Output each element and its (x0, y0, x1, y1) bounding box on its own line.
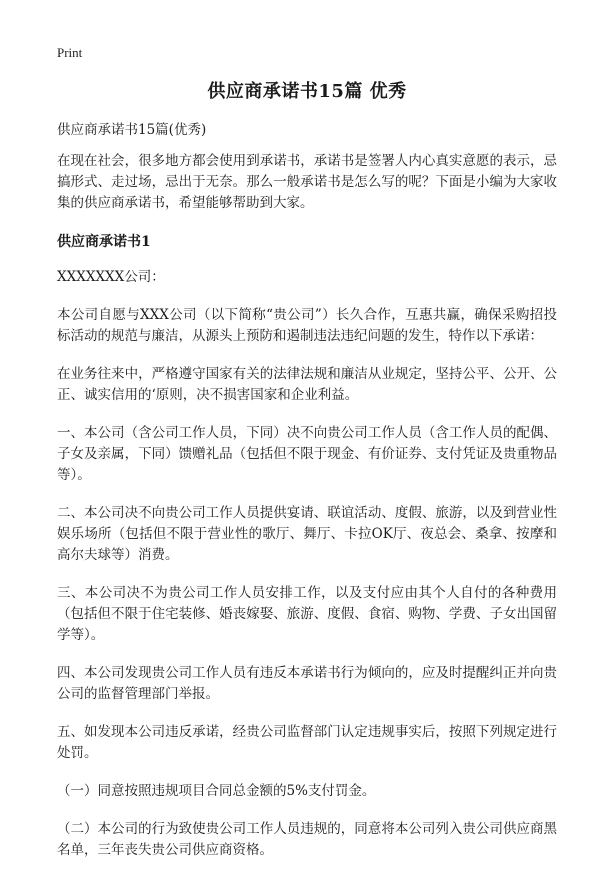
document-body (57, 78, 557, 878)
print-link[interactable]: Print (57, 45, 83, 60)
paragraph-2: 一、本公司（含公司工作人员，下同）决不向贵公司工作人员（含工作人员的配偶、子女及亲属，下同）馈赠礼品（包括但不限于现金、有价证券、支付凭证及贵重物品等）。 (57, 425, 557, 483)
paragraph-5: 四、本公司发现贵公司工作人员有违反本承诺书行为倾向的，应及时提醒纠正并向贵公司的监督管理部门举报。 (57, 665, 557, 702)
document-subtitle: 供应商承诺书15篇(优秀) (57, 122, 207, 138)
paragraph-8: （二）本公司的行为致使贵公司工作人员违规的，同意将本公司列入贵公司供应商黑名单，三年丧失贵公司供应商资格。 (57, 821, 557, 858)
paragraph-3: 二、本公司决不向贵公司工作人员提供宴请、联谊活动、度假、旅游，以及到营业性娱乐场所（包括但不限于营业性的歌厅、舞厅、卡拉OK厅、夜总会、桑拿、按摩和高尔夫球等）消费。 (57, 505, 557, 563)
intro-paragraph: 在现在社会，很多地方都会使用到承诺书，承诺书是签署人内心真实意愿的表示，忌搞形式、走过场，忌出于无奈。那么一般承诺书是怎么写的呢？下面是小编为大家收集的供应商承诺书，希望能够帮助到大家。 (57, 153, 557, 211)
document-title: 供应商承诺书15篇 优秀 (207, 81, 407, 102)
paragraph-1: 在业务往来中，严格遵守国家有关的法律法规和廉洁从业规定，坚持公平、公开、公正、诚实信用的‘原则，决不损害国家和企业利益。 (57, 366, 557, 403)
paragraph-4: 三、本公司决不为贵公司工作人员安排工作，以及支付应由其个人自付的各种费用（包括但不限于住宅装修、婚丧嫁娶、旅游、度假、食宿、购物、学费、子女出国留学等）。 (57, 585, 557, 643)
section-heading: 供应商承诺书1 (57, 234, 151, 250)
paragraph-7: （一）同意按照违规项目合同总金额的5%支付罚金。 (57, 783, 376, 799)
salutation: XXXXXXX公司： (57, 269, 165, 285)
paragraph-0: 本公司自愿与XXX公司（以下简称“贵公司”）长久合作，互惠共赢，确保采购招投标活动的规范与廉洁，从源头上预防和遏制违法违纪问题的发生，特作以下承诺： (57, 307, 557, 344)
paragraph-6: 五、如发现本公司违反承诺，经贵公司监督部门认定违规事实后，按照下列规定进行处罚。 (57, 724, 557, 761)
